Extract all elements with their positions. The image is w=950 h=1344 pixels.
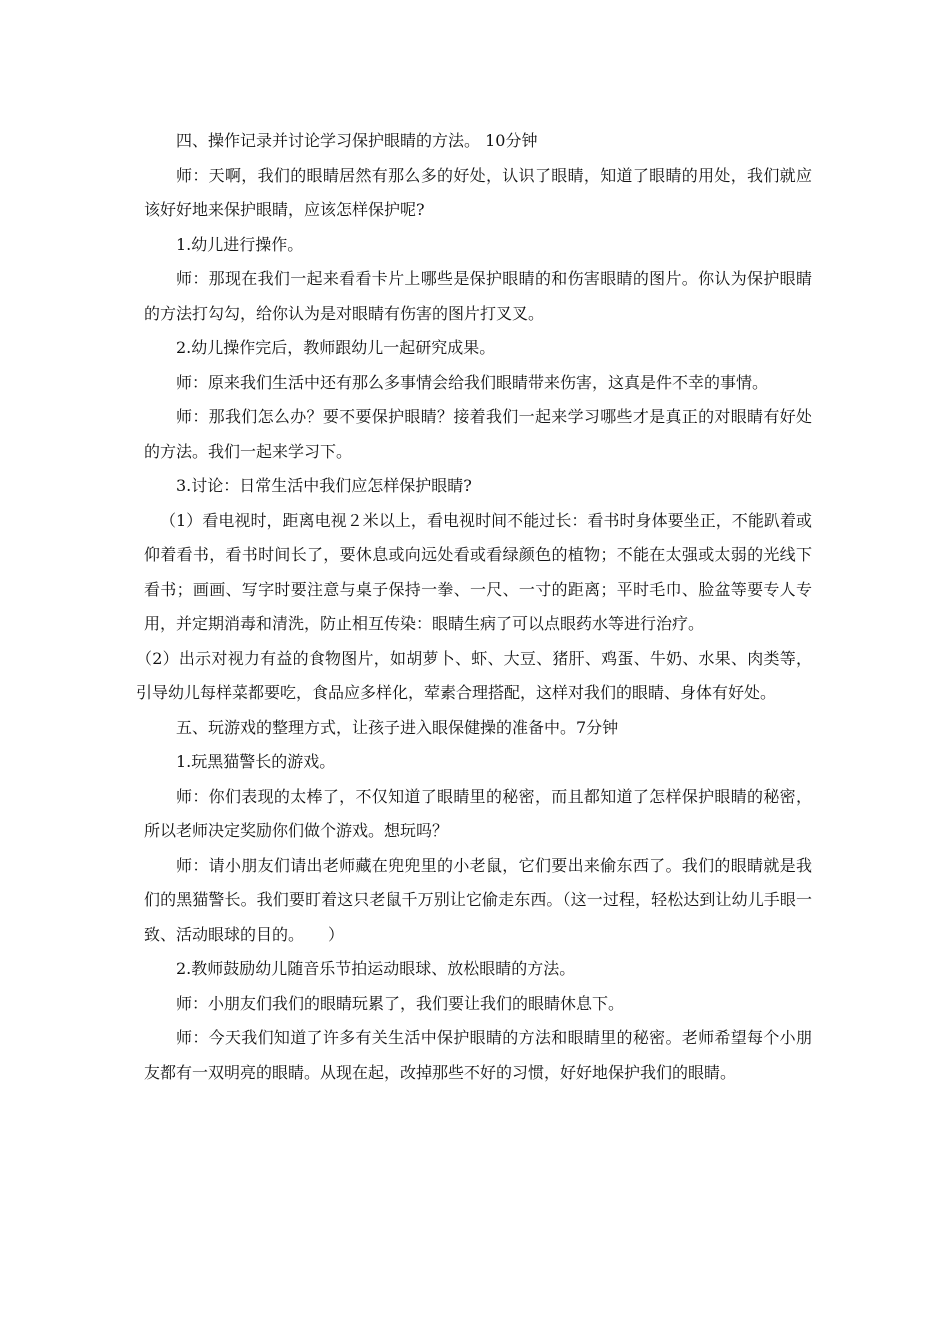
list-item: 1.玩黑猫警长的游戏。 (176, 752, 336, 771)
list-item: 2.教师鼓励幼儿随音乐节拍运动眼球、放松眼睛的方法。 (176, 959, 576, 978)
paragraph: 师：你们表现的太棒了，不仅知道了眼睛里的秘密，而且都知道了怎样保护眼睛的秘密，所以老师决定奖励你们做个游戏。想玩吗？ (144, 786, 812, 840)
section-heading-5: 五、玩游戏的整理方式，让孩子进入眼保健操的准备中。7分钟 (176, 717, 619, 737)
paragraph: 师：天啊，我们的眼睛居然有那么多的好处，认识了眼睛，知道了眼睛的用处，我们就应该好好地来保护眼睛，应该怎样保护呢? (144, 165, 812, 219)
paragraph: 师：原来我们生活中还有那么多事情会给我们眼睛带来伤害，这真是件不幸的事情。 (176, 372, 769, 392)
paragraph: 师：今天我们知道了许多有关生活中保护眼睛的方法和眼睛里的秘密。老师希望每个小朋友都有一双明亮的眼睛。从现在起，改掉那些不好的习惯，好好地保护我们的眼睛。 (144, 1028, 812, 1082)
paragraph: 师：那我们怎么办？要不要保护眼睛？接着我们一起来学习哪些才是真正的对眼睛有好处的方法。我们一起来学习下。 (144, 407, 812, 461)
paragraph: 师：小朋友们我们的眼睛玩累了，我们要让我们的眼睛休息下。 (176, 993, 625, 1013)
section-heading-4: 四、操作记录并讨论学习保护眼睛的方法。 10分钟 (176, 131, 538, 150)
list-item: 3.讨论：日常生活中我们应怎样保护眼睛? (176, 476, 472, 495)
document-body (136, 124, 812, 1090)
paragraph: 师：请小朋友们请出老师藏在兜兜里的小老鼠，它们要出来偷东西了。我们的眼睛就是我们的黑猫警长。我们要盯着这只老鼠千万别让它偷走东西。（这一过程，轻松达到让幼儿手眼一致、活动眼球的目的。 ） (144, 855, 812, 944)
list-item: 2.幼儿操作完后，教师跟幼儿一起研究成果。 (176, 338, 496, 357)
paragraph: 师：那现在我们一起来看看卡片上哪些是保护眼睛的和伤害眼睛的图片。你认为保护眼睛的方法打勾勾，给你认为是对眼睛有伤害的图片打叉叉。 (144, 269, 812, 323)
sub-item-2: （2）出示对视力有益的食物图片，如胡萝卜、虾、大豆、猪肝、鸡蛋、牛奶、水果、肉类等，引导幼儿每样菜都要吃，食品应多样化，荤素合理搭配，这样对我们的眼睛、身体有好处。 (136, 648, 812, 702)
list-item: 1.幼儿进行操作。 (176, 234, 304, 254)
sub-item-1: （1）看电视时，距离电视２米以上，看电视时间不能过长：看书时身体要坐正，不能趴着或仰着看书，看书时间长了，要休息或向远处看或看绿颜色的植物；不能在太强或太弱的光线下看书；画画、写字时要注意与桌子保持一拳、一尺、一寸的距离；平时毛巾、脸盆等要专人专用，并定期消毒和清洗，防止相互传染：眼睛生病了可以点眼药水等进行治疗。 (144, 510, 812, 633)
